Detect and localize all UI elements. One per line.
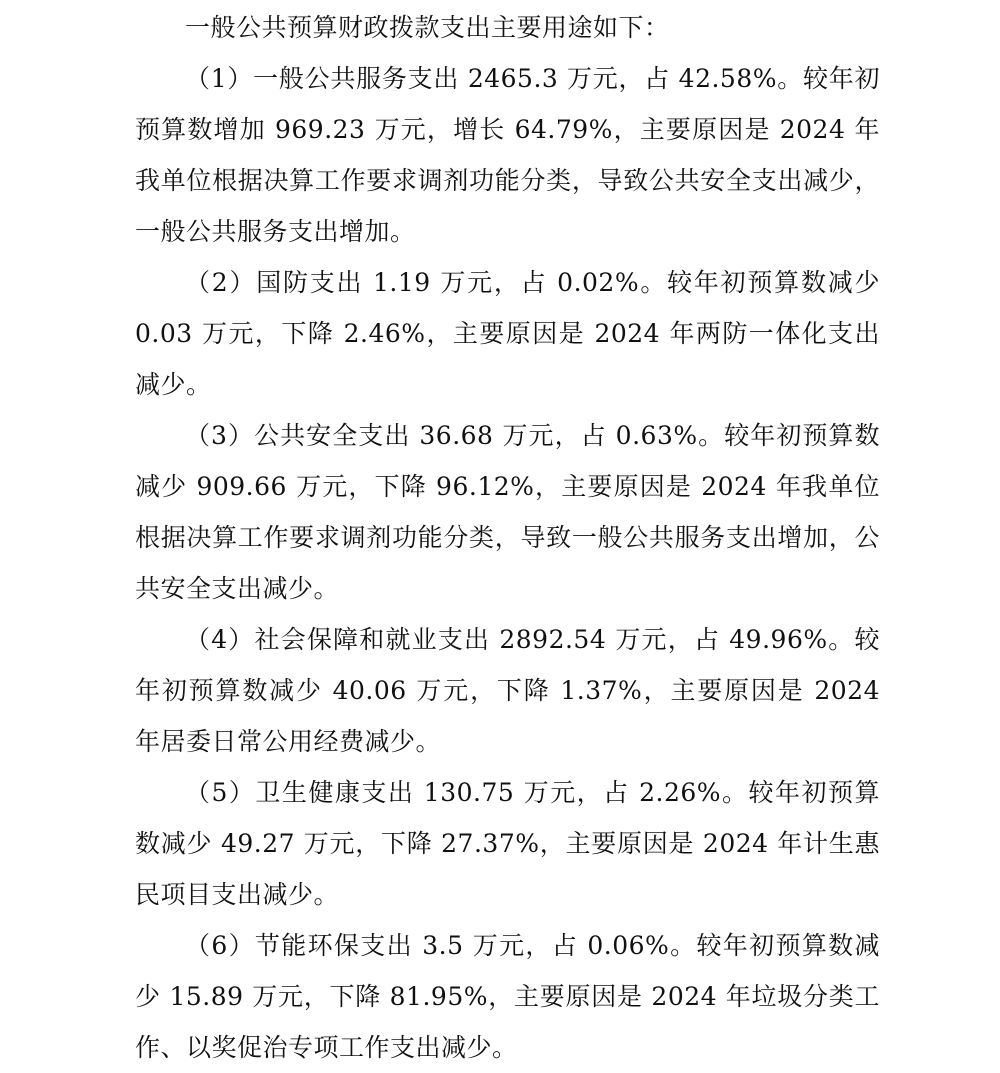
document-page bbox=[135, 0, 880, 1073]
item-paragraph-2: （2）国防支出 1.19 万元，占 0.02%。较年初预算数减少 0.03 万元，下降 2.46%，主要原因是 2024 年两防一体化支出减少。 bbox=[135, 268, 880, 399]
item-paragraph-6: （6）节能环保支出 3.5 万元，占 0.06%。较年初预算数减少 15.89 万元，下降 81.95%，主要原因是 2024 年垃圾分类工作、以奖促治专项工作支出减少。 bbox=[135, 931, 880, 1062]
item-paragraph-4: （4）社会保障和就业支出 2892.54 万元，占 49.96%。较年初预算数减少 40.06 万元，下降 1.37%，主要原因是 2024 年居委日常公用经费减少。 bbox=[135, 625, 880, 756]
item-paragraph-1: （1）一般公共服务支出 2465.3 万元，占 42.58%。较年初预算数增加 969.23 万元，增长 64.79%，主要原因是 2024 年我单位根据决算工作要求调剂功能分类，导致公共安全支出减少，一般公共服务支出增加。 bbox=[135, 64, 880, 246]
item-paragraph-3: （3）公共安全支出 36.68 万元，占 0.63%。较年初预算数减少 909.66 万元，下降 96.12%，主要原因是 2024 年我单位根据决算工作要求调剂功能分类，导致一般公共服务支出增加，公共安全支出减少。 bbox=[135, 421, 880, 603]
item-paragraph-5: （5）卫生健康支出 130.75 万元，占 2.26%。较年初预算数减少 49.27 万元，下降 27.37%，主要原因是 2024 年计生惠民项目支出减少。 bbox=[135, 778, 880, 909]
intro-paragraph: 一般公共预算财政拨款支出主要用途如下： bbox=[185, 13, 670, 42]
